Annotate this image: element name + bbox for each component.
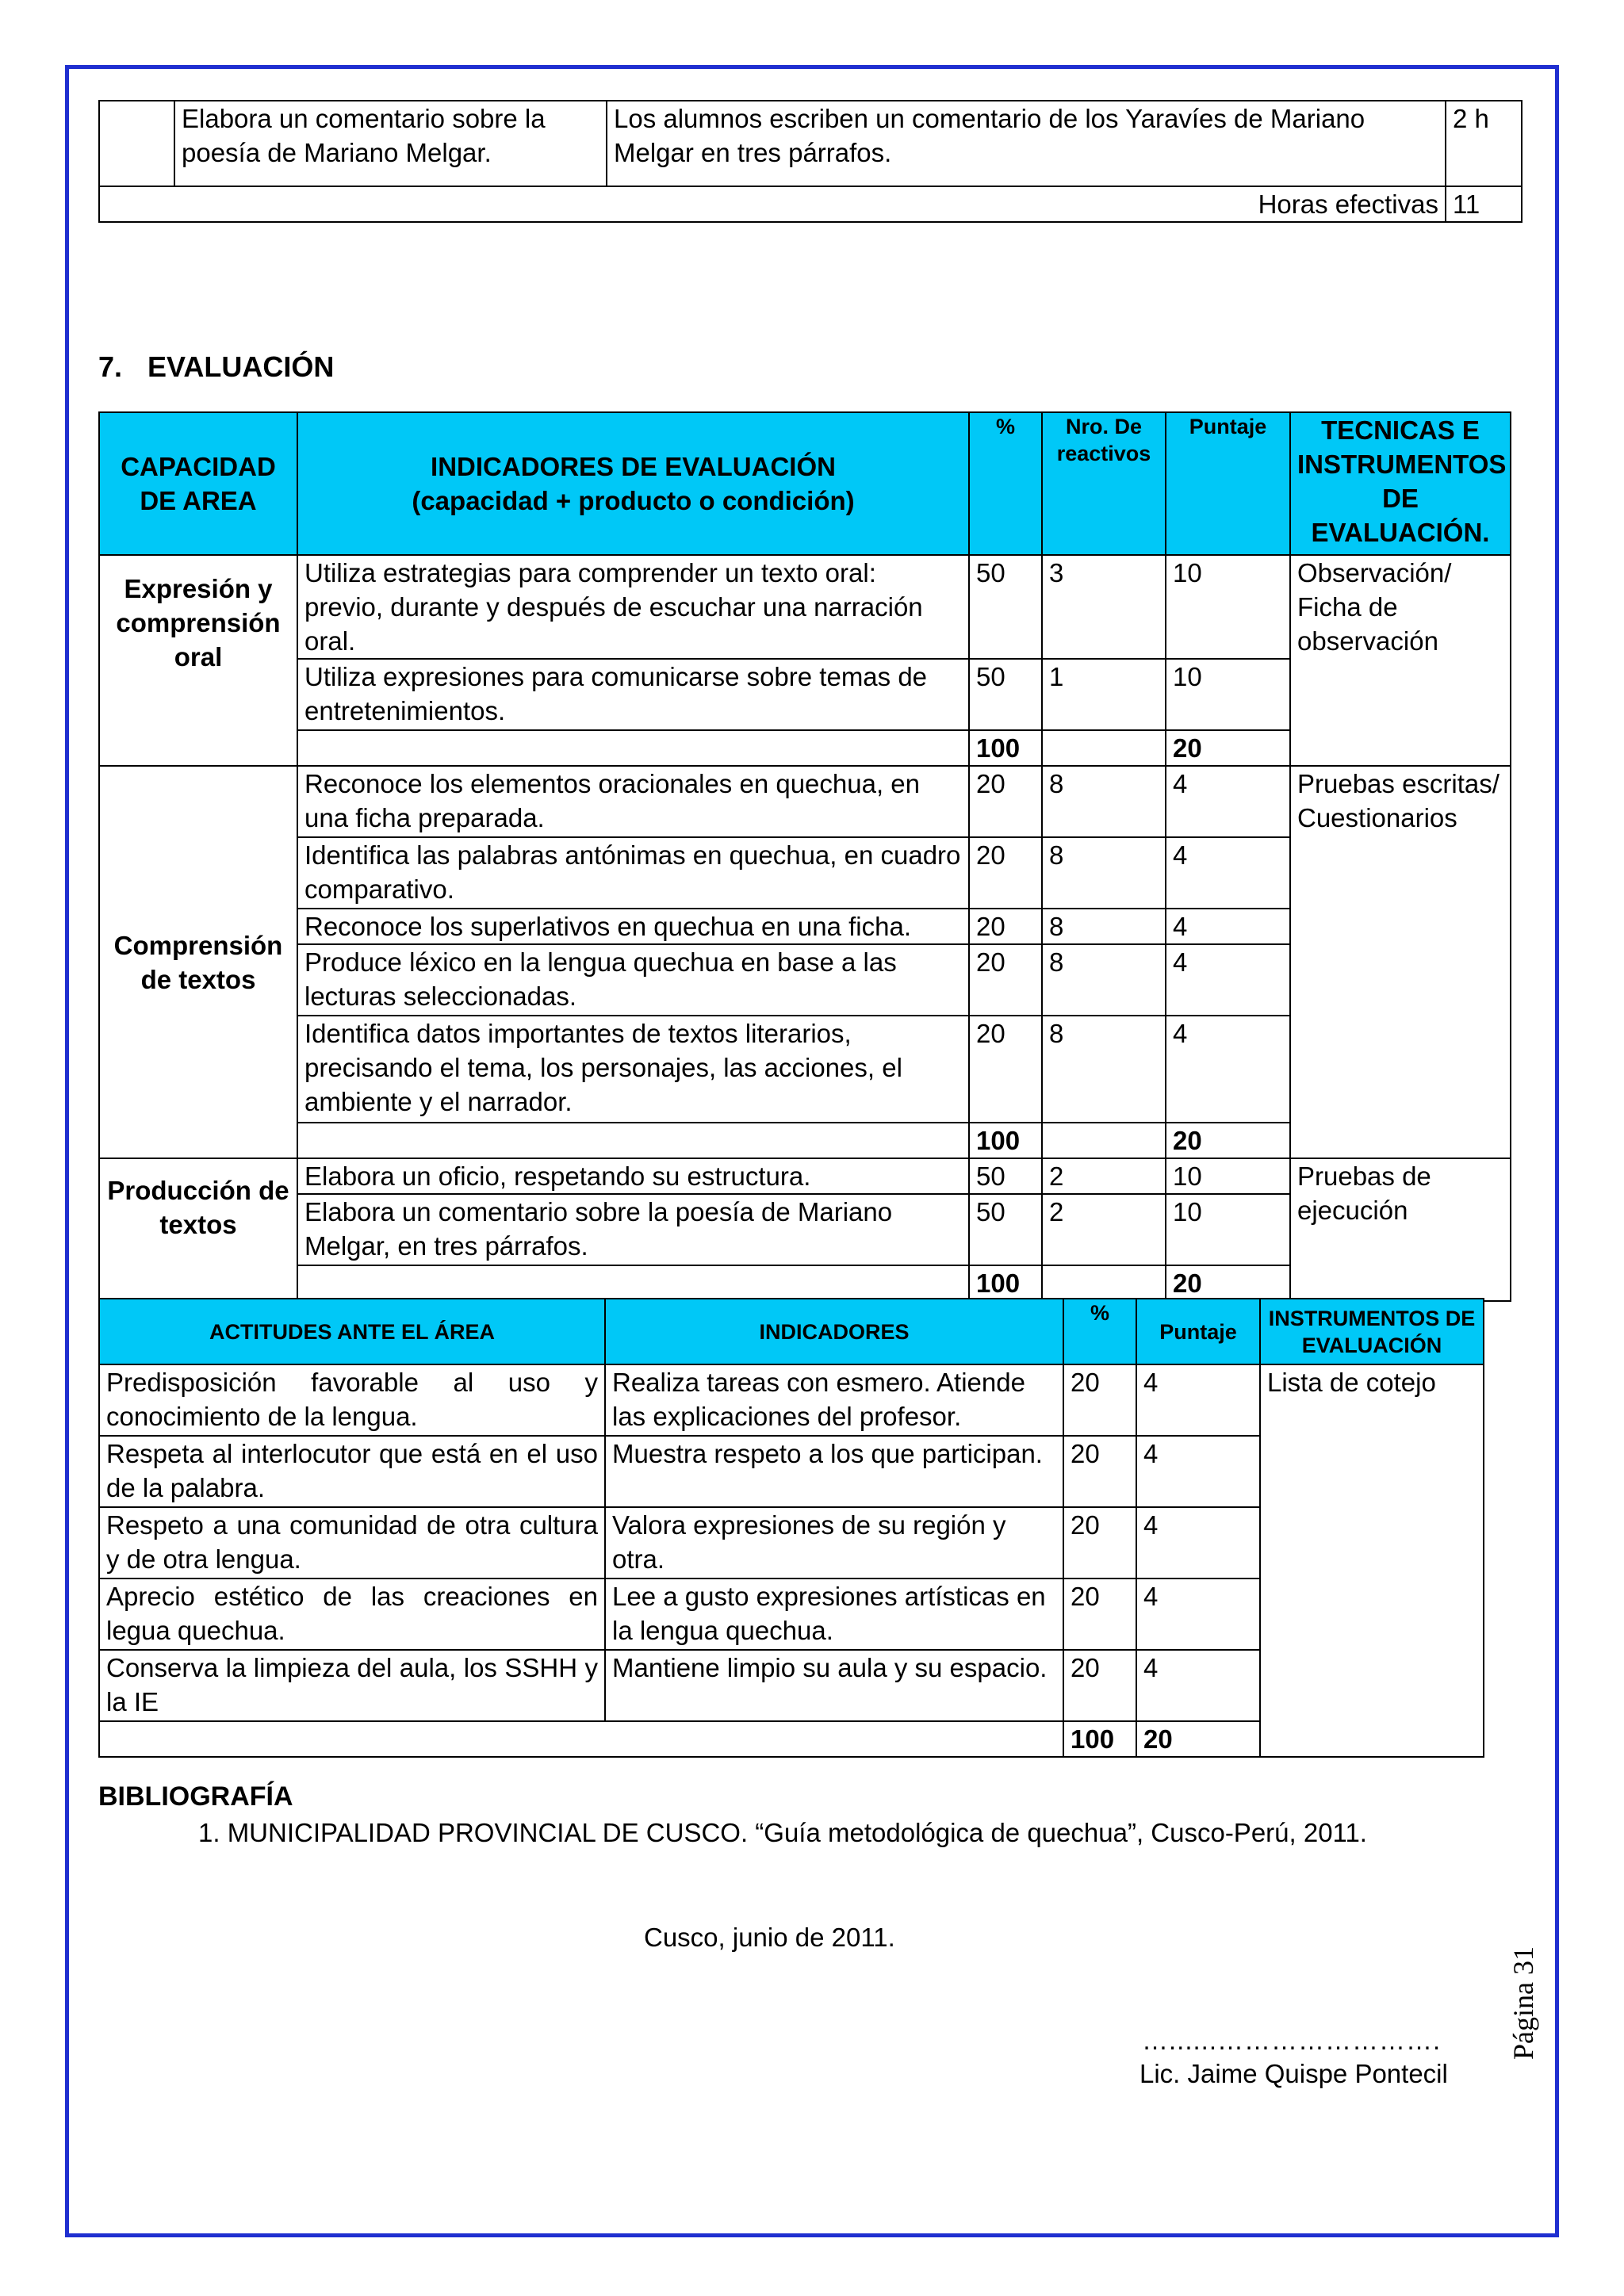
indicador-cell: Identifica las palabras antónimas en quechua, en cuadro comparativo.: [297, 837, 969, 909]
puntaje-cell: 4: [1136, 1650, 1260, 1721]
header-actitudes: ACTITUDES ANTE EL ÁREA: [99, 1299, 605, 1364]
actitud-cell: Respeto a una comunidad de otra cultura y de otra lengua.: [99, 1507, 605, 1578]
percent-cell: 20: [1063, 1436, 1136, 1507]
percent-cell: 50: [969, 1158, 1042, 1194]
puntaje-cell: 4: [1136, 1578, 1260, 1650]
bibliography-title: BIBLIOGRAFÍA: [98, 1781, 293, 1812]
percent-cell: 50: [969, 1194, 1042, 1265]
total-hours-label: Horas efectivas: [99, 186, 1446, 222]
puntaje-cell: 4: [1166, 837, 1290, 909]
nro-cell: 2: [1042, 1194, 1166, 1265]
subtotal-blank-cell: [297, 730, 969, 766]
header-indicadores-line2: (capacidad + producto o condición): [412, 486, 855, 515]
puntaje-cell: 4: [1166, 766, 1290, 837]
indicador-cell: Utiliza expresiones para comunicarse sobre temas de entretenimientos.: [297, 659, 969, 730]
nro-cell: 8: [1042, 766, 1166, 837]
actitud-cell: Respeta al interlocutor que está en el uso de la palabra.: [99, 1436, 605, 1507]
section-title: EVALUACIÓN: [147, 350, 335, 383]
activities-table: [98, 100, 1522, 223]
percent-cell: 50: [969, 659, 1042, 730]
indicador-cell: Elabora un oficio, respetando su estructura.: [297, 1158, 969, 1194]
tecnica-cell: Pruebas escritas/ Cuestionarios: [1290, 766, 1511, 1158]
activity-time: 2 h: [1446, 101, 1522, 186]
puntaje-cell: 10: [1166, 659, 1290, 730]
header-percent: %: [969, 412, 1042, 555]
activity-text: Elabora un comentario sobre la poesía de Mariano Melgar.: [174, 101, 607, 186]
table-row: [99, 1364, 1484, 1436]
header-tecnicas: TECNICAS E INSTRUMENTOS DE EVALUACIÓN.: [1290, 412, 1511, 555]
subtotal-nro-blank: [1042, 1265, 1166, 1301]
section-number: 7.: [98, 350, 123, 383]
subtotal-blank-cell: [99, 1721, 1063, 1757]
indicador-cell: Mantiene limpio su aula y su espacio.: [605, 1650, 1063, 1721]
percent-cell: 20: [1063, 1578, 1136, 1650]
puntaje-cell: 4: [1166, 909, 1290, 944]
nro-cell: 3: [1042, 555, 1166, 659]
puntaje-cell: 4: [1136, 1507, 1260, 1578]
subtotal-percent: 100: [1063, 1721, 1136, 1757]
subtotal-puntaje: 20: [1166, 1265, 1290, 1301]
indicador-cell: Produce léxico en la lengua quechua en base a las lecturas seleccionadas.: [297, 944, 969, 1016]
instrumento-cell: Lista de cotejo: [1260, 1364, 1484, 1757]
tecnica-cell: Pruebas de ejecución: [1290, 1158, 1511, 1301]
place-date: Cusco, junio de 2011.: [644, 1923, 895, 1952]
percent-cell: 20: [969, 766, 1042, 837]
signature-name: Lic. Jaime Quispe Pontecil: [1139, 2059, 1448, 2088]
puntaje-cell: 4: [1166, 944, 1290, 1016]
subtotal-puntaje: 20: [1136, 1721, 1260, 1757]
actitud-cell: Conserva la limpieza del aula, los SSHH y la IE: [99, 1650, 605, 1721]
page-number: Página 31: [1507, 1946, 1539, 2060]
header-percent: %: [1063, 1299, 1136, 1364]
activity-strategy: Los alumnos escriben un comentario de los Yaravíes de Mariano Melgar en tres párrafos.: [607, 101, 1446, 186]
actitud-cell: Aprecio estético de las creaciones en legua quechua.: [99, 1578, 605, 1650]
puntaje-cell: 10: [1166, 1158, 1290, 1194]
nro-cell: 2: [1042, 1158, 1166, 1194]
header-indicadores-line1: INDICADORES DE EVALUACIÓN: [431, 452, 836, 481]
percent-cell: 20: [969, 909, 1042, 944]
activity-blank-cell: [99, 101, 174, 186]
puntaje-cell: 10: [1166, 555, 1290, 659]
subtotal-blank-cell: [297, 1123, 969, 1158]
table-row: [99, 186, 1522, 222]
subtotal-percent: 100: [969, 730, 1042, 766]
percent-cell: 20: [1063, 1364, 1136, 1436]
header-instrumentos: INSTRUMENTOS DE EVALUACIÓN: [1260, 1299, 1484, 1364]
puntaje-cell: 4: [1136, 1436, 1260, 1507]
subtotal-percent: 100: [969, 1265, 1042, 1301]
puntaje-cell: 10: [1166, 1194, 1290, 1265]
subtotal-nro-blank: [1042, 1123, 1166, 1158]
header-nro-reactivos: Nro. De reactivos: [1042, 412, 1166, 555]
nro-cell: 8: [1042, 837, 1166, 909]
section-heading: [98, 350, 334, 384]
table-row: [99, 555, 1511, 659]
subtotal-blank-cell: [297, 1265, 969, 1301]
puntaje-cell: 4: [1136, 1364, 1260, 1436]
capacidad-cell: Producción de textos: [99, 1158, 297, 1301]
indicador-cell: Muestra respeto a los que participan.: [605, 1436, 1063, 1507]
indicador-cell: Reconoce los superlativos en quechua en una ficha.: [297, 909, 969, 944]
header-puntaje: Puntaje: [1136, 1299, 1260, 1364]
table-row: [99, 766, 1511, 837]
nro-cell: 8: [1042, 944, 1166, 1016]
subtotal-puntaje: 20: [1166, 730, 1290, 766]
percent-cell: 20: [1063, 1507, 1136, 1578]
bibliography-item: 1. MUNICIPALIDAD PROVINCIAL DE CUSCO. “Guía metodológica de quechua”, Cusco-Perú, 2011.: [198, 1818, 1367, 1847]
percent-cell: 20: [969, 837, 1042, 909]
nro-cell: 8: [1042, 909, 1166, 944]
percent-cell: 20: [969, 1016, 1042, 1123]
percent-cell: 20: [969, 944, 1042, 1016]
indicador-cell: Realiza tareas con esmero. Atiende las explicaciones del profesor.: [605, 1364, 1063, 1436]
evaluation-table: [98, 411, 1511, 1302]
total-hours-value: 11: [1446, 186, 1522, 222]
percent-cell: 20: [1063, 1650, 1136, 1721]
subtotal-nro-blank: [1042, 730, 1166, 766]
capacidad-cell: Expresión y comprensión oral: [99, 555, 297, 766]
header-indicadores: [297, 412, 969, 555]
nro-cell: 1: [1042, 659, 1166, 730]
indicador-cell: Lee a gusto expresiones artísticas en la lengua quechua.: [605, 1578, 1063, 1650]
indicador-cell: Identifica datos importantes de textos literarios, precisando el tema, los personajes, las acciones, el ambiente y el narrador.: [297, 1016, 969, 1123]
table-header-row: [99, 412, 1511, 555]
actitud-cell: Predisposición favorable al uso y conocimiento de la lengua.: [99, 1364, 605, 1436]
capacidad-cell: Comprensión de textos: [99, 766, 297, 1158]
tecnica-cell: Observación/ Ficha de observación: [1290, 555, 1511, 766]
puntaje-cell: 4: [1166, 1016, 1290, 1123]
indicador-cell: Utiliza estrategias para comprender un texto oral: previo, durante y después de escuchar una narración oral.: [297, 555, 969, 659]
nro-cell: 8: [1042, 1016, 1166, 1123]
header-puntaje: Puntaje: [1166, 412, 1290, 555]
header-indicadores: INDICADORES: [605, 1299, 1063, 1364]
signature-line: …......…………………….: [1142, 2026, 1442, 2055]
table-row: [99, 1158, 1511, 1194]
indicador-cell: Valora expresiones de su región y otra.: [605, 1507, 1063, 1578]
attitudes-table: [98, 1298, 1484, 1758]
table-row: [99, 101, 1522, 186]
header-capacidad: CAPACIDAD DE AREA: [99, 412, 297, 555]
subtotal-puntaje: 20: [1166, 1123, 1290, 1158]
table-header-row: [99, 1299, 1484, 1364]
indicador-cell: Elabora un comentario sobre la poesía de Mariano Melgar, en tres párrafos.: [297, 1194, 969, 1265]
percent-cell: 50: [969, 555, 1042, 659]
indicador-cell: Reconoce los elementos oracionales en quechua, en una ficha preparada.: [297, 766, 969, 837]
subtotal-percent: 100: [969, 1123, 1042, 1158]
